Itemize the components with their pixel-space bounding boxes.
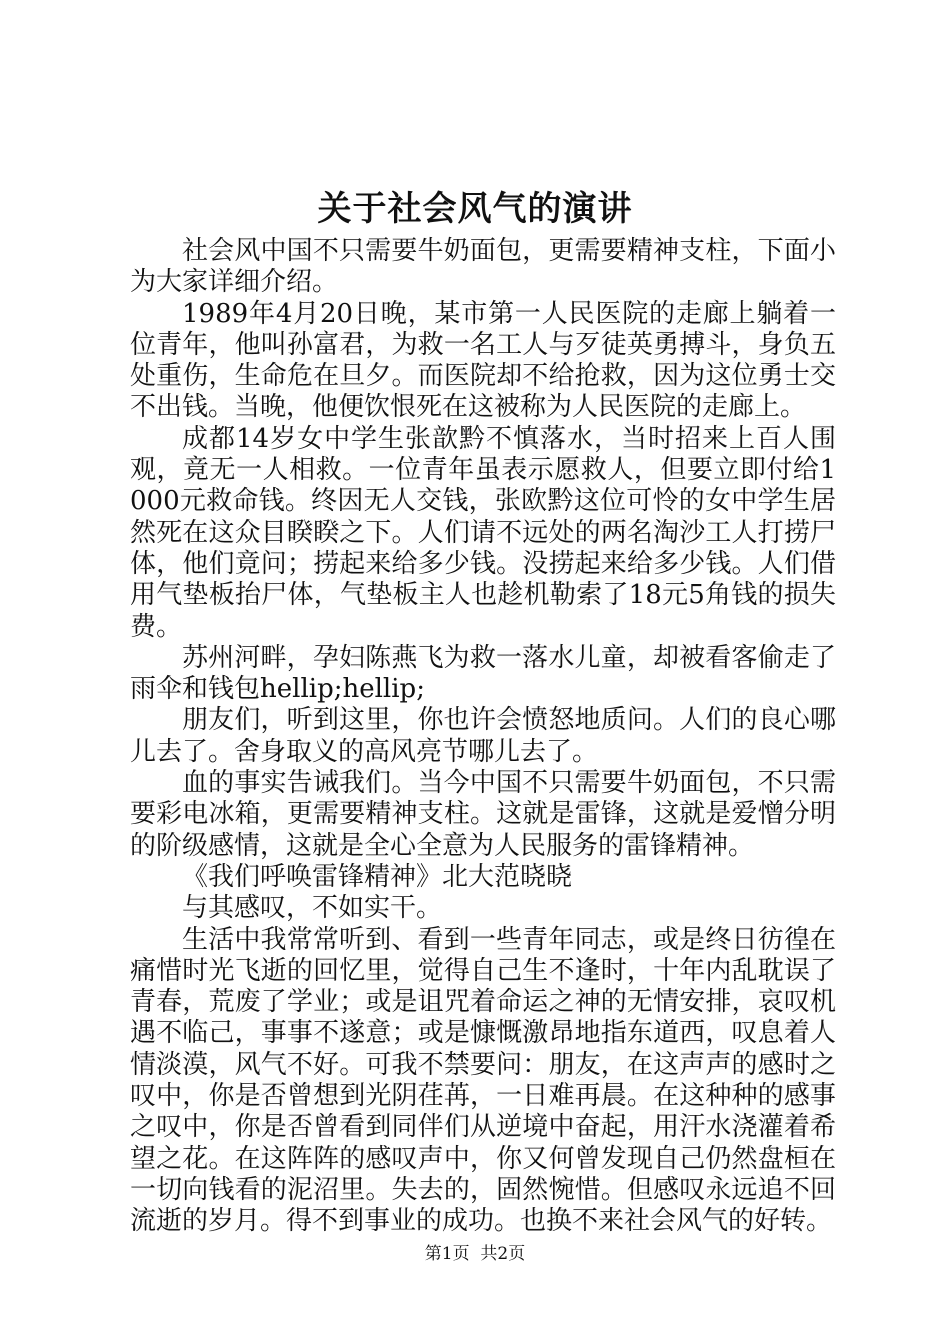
paragraph: 生活中我常常听到、看到一些青年同志，或是终日彷徨在痛惜时光飞逝的回忆里，觉得自己生不逢时，十年内乱耽误了青春，荒废了学业；或是诅咒着命运之神的无情安排，哀叹机遇不临己，事事不遂意；或是慷慨激昂地指东道西，叹息着人情淡漠，风气不好。可我不禁要问：朋友，在这声声的感时之叹中，你是否曾想到光阴荏苒，一日难再晨。在这种种的感事之叹中，你是否曾看到同伴们从逆境中奋起，用汗水浇灌着希望之花。在这阵阵的感叹声中，你又何曾发现自己仍然盘桓在一切向钱看的泥沼里。失去的，固然惋惜。但感叹永远追不回流逝的岁月。得不到事业的成功。也换不来社会风气的好转。 <box>130 924 836 1237</box>
paragraph: 血的事实告诫我们。当今中国不只需要牛奶面包，不只需要彩电冰箱，更需要精神支柱。这就是雷锋，这就是爱憎分明的阶级感情，这就是全心全意为人民服务的雷锋精神。 <box>130 768 836 861</box>
paragraph: 苏州河畔，孕妇陈燕飞为救一落水儿童，却被看客偷走了雨伞和钱包hellip;hellip; <box>130 642 836 705</box>
paragraph: 1989年4月20日晚，某市第一人民医院的走廊上躺着一位青年，他叫孙富君，为救一名工人与歹徒英勇搏斗，身负五处重伤，生命危在旦夕。而医院却不给抢救，因为这位勇士交不出钱。当晚，他便饮恨死在这被称为人民医院的走廊上。 <box>130 298 836 423</box>
paragraph: 朋友们，听到这里，你也许会愤怒地质问。人们的良心哪儿去了。舍身取义的高风亮节哪儿去了。 <box>130 705 836 767</box>
paragraph: 与其感叹，不如实干。 <box>182 893 443 924</box>
paragraph: 成都14岁女中学生张歆黔不慎落水，当时招来上百人围观，竟无一人相救。一位青年虽表示愿救人，但要立即付给1000元救命钱。终因无人交钱，张欧黔这位可怜的女中学生居然死在这众目睽睽之下。人们请不远处的两名淘沙工人打捞尸体，他们竟问；捞起来给多少钱。没捞起来给多少钱。人们借用气垫板抬尸体，气垫板主人也趁机勒索了18元5角钱的损失费。 <box>130 423 836 642</box>
paragraph: 社会风中国不只需要牛奶面包，更需要精神支柱，下面小为大家详细介绍。 <box>130 236 836 298</box>
document-body <box>130 236 836 1238</box>
page-number-footer: 第1页 共2页 <box>424 1244 526 1264</box>
document-title: 关于社会风气的演讲 <box>317 189 633 229</box>
paragraph: 《我们呼唤雷锋精神》北大范晓晓 <box>182 861 573 892</box>
